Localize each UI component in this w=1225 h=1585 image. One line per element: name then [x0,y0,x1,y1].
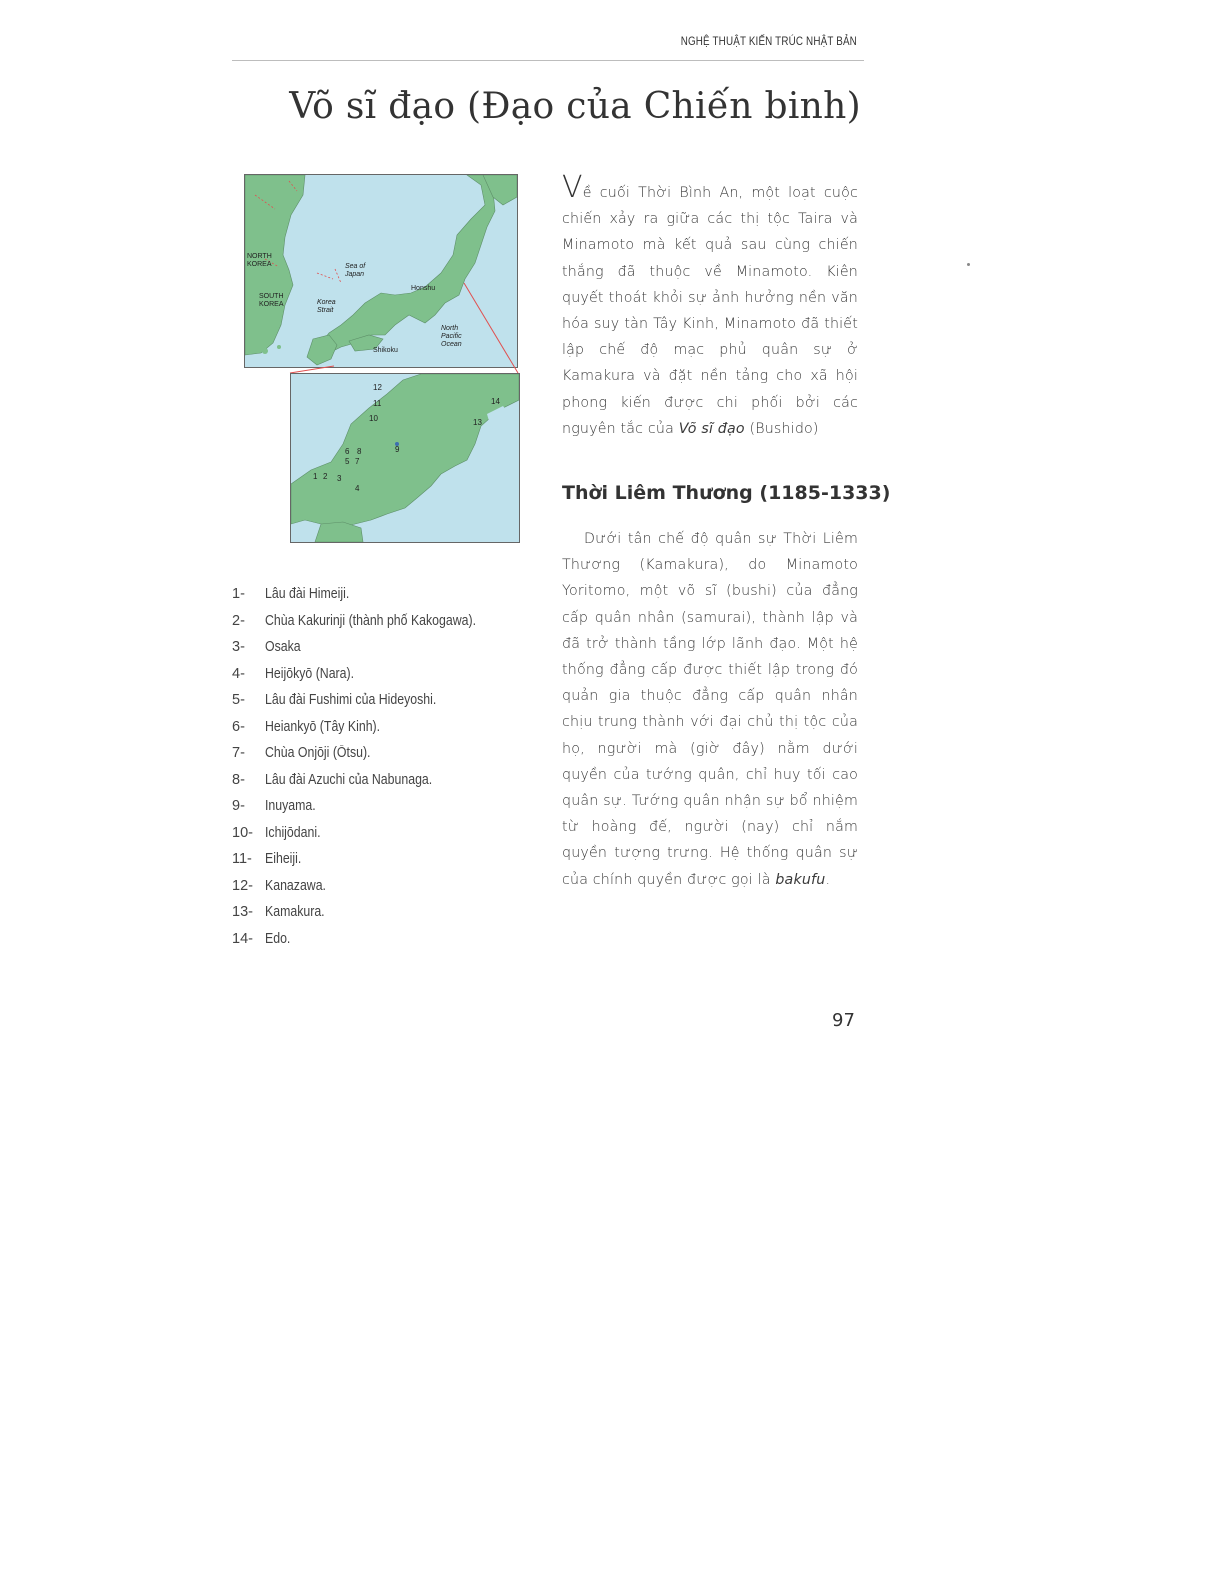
legend-number: 12- [232,877,253,894]
legend-text: Edo. [265,930,291,947]
legend-number: 4- [232,665,245,682]
legend-number: 5- [232,692,245,708]
legend-number: 13- [232,904,253,920]
legend-text: Osaka [265,639,301,655]
map-site-14: 14 [491,397,500,406]
map-site-4: 4 [355,484,360,493]
map-site-13: 13 [473,418,482,427]
legend-text: Kanazawa. [265,877,326,894]
map-label-honshu: Honshu [411,285,436,292]
map-site-3: 3 [337,474,342,483]
legend-text: Chùa Kakurinji (thành phố Kakogawa). [265,612,477,629]
map-label-korea-strait: Korea Strait [317,299,336,314]
page-number: 97 [832,1010,855,1031]
legend-text: Eiheiji. [265,851,302,867]
legend-text: Inuyama. [265,798,316,814]
intro-emphasis: Võ sĩ đạo [678,420,745,437]
section-paragraph [562,526,858,893]
map-site-1: 1 [313,472,318,481]
drop-cap: V [562,170,583,205]
legend-number: 10- [232,824,253,841]
legend-number: 11- [232,851,252,867]
section-heading: Thời Liêm Thương (1185-1333) [562,482,891,504]
legend-text: Lâu đài Azuchi của Nabunaga. [265,771,433,788]
detail-map-graphic [291,374,519,542]
overview-map-graphic [245,175,517,367]
map-site-12: 12 [373,383,382,392]
map-site-7: 7 [355,457,360,466]
section-text: Dưới tân chế độ quân sự Thời Liêm Thương (Kamakura), do Minamoto Yoritomo, một võ sĩ (bushi) của đẳng cấp quân nhân (samurai), thành lập và đã trở thành tầng lớp lãnh đạo. Một hệ thống đẳng cấp được thiết lập trong đó quản gia thuộc đẳng cấp quân nhân chịu trung thành với đại chủ thị tộc của họ, người mà (giờ đây) nằm dưới quyền của tướng quân, chỉ huy tối cao quân sự. Tướng quân nhận sự bổ nhiệm từ hoàng đế, người (nay) chỉ nắm quyền tượng trưng. Hệ thống quân sự của chính quyền được gọi là [562,531,858,888]
map-label-north-korea: NORTH KOREA [247,253,272,268]
legend-number: 3- [232,639,245,655]
map-label-north-pacific: North Pacific Ocean [441,325,462,348]
section-emphasis: bakufu [775,871,826,888]
legend-text: Heiankyō (Tây Kinh). [265,718,381,735]
map-site-9: 9 [395,445,400,454]
map-site-2: 2 [323,472,328,481]
map-site-5: 5 [345,457,350,466]
map-site-11: 11 [373,399,382,408]
legend-number: 2- [232,612,245,629]
legend-text: Heijōkyō (Nara). [265,665,355,682]
map-site-6: 6 [345,447,350,456]
header-rule [232,60,864,61]
legend-number: 1- [232,586,245,602]
legend-number: 7- [232,745,245,761]
map-label-shikoku: Shikoku [373,347,398,354]
map-label-south-korea: SOUTH KOREA [259,293,284,308]
legend-text: Kamakura. [265,904,325,920]
overview-map [244,174,518,368]
intro-tail: (Bushido) [744,420,819,437]
legend-number: 6- [232,718,245,735]
page-title: Võ sĩ đạo (Đạo của Chiến binh) [289,86,861,127]
map-label-sea-of-japan: Sea of Japan [345,263,366,278]
legend-text: Lâu đài Himeiji. [265,586,350,602]
legend-text: Chùa Onjōji (Ōtsu). [265,745,371,761]
detail-map [290,373,520,543]
scan-speck [967,263,970,266]
legend-number: 14- [232,930,253,947]
legend-number: 9- [232,798,245,814]
map-site-10: 10 [369,414,378,423]
map-site-8: 8 [357,447,362,456]
section-tail: . [825,871,831,888]
legend-text: Ichijōdani. [265,824,321,841]
intro-paragraph [562,170,858,442]
intro-text: ề cuối Thời Bình An, một loạt cuộc chiến xảy ra giữa các thị tộc Taira và Minamoto mà kết quả sau cùng chiến thắng đã thuộc về Minamoto. Kiên quyết thoát khỏi sự ảnh hưởng nền văn hóa suy tàn Tây Kinh, Minamoto đã thiết lập chế độ mạc phủ quân sự ở Kamakura và đặt nền tảng cho xã hội phong kiến được chi phối bởi các nguyên tắc của [562,185,858,437]
legend-number: 8- [232,771,245,788]
running-head: NGHỆ THUẬT KIẾN TRÚC NHẬT BẢN [680,34,857,48]
legend-text: Lâu đài Fushimi của Hideyoshi. [265,692,437,708]
